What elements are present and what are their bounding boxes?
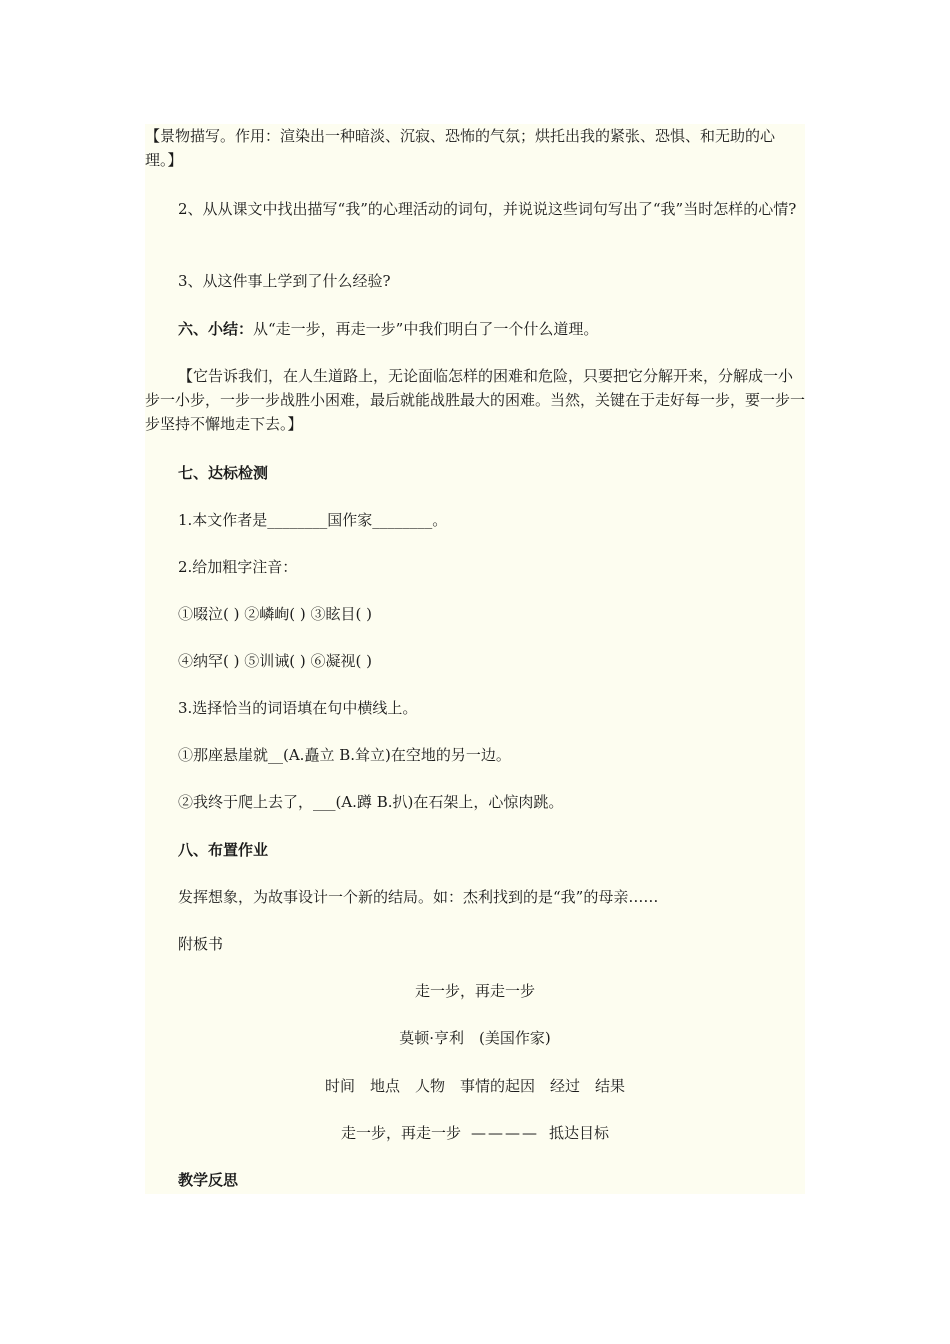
homework-text: 发挥想象，为故事设计一个新的结局。如：杰利找到的是“我”的母亲…… — [178, 888, 659, 906]
test-heading: 七、达标检测 — [178, 464, 269, 482]
board-elements: 时间 地点 人物 事情的起因 经过 结果 — [324, 1077, 625, 1095]
summary-paragraph — [145, 317, 805, 341]
question-2: 2、从从课文中找出描写“我”的心理活动的词句，并说说这些词句写出了“我”当时怎样的心情? — [178, 200, 797, 218]
summary-heading: 六、小结： — [178, 320, 254, 338]
test-item-1: 1.本文作者是________国作家________。 — [178, 511, 448, 529]
board-path-arrow: ———— — [471, 1124, 539, 1142]
board-title: 走一步，再走一步 — [414, 982, 535, 1000]
reflection-heading: 教学反思 — [178, 1171, 239, 1189]
test-item-2-line-2: ④纳罕( ) ⑤训诫( ) ⑥凝视( ) — [178, 652, 372, 670]
test-item-3-line-2: ②我终于爬上去了，___(A.蹲 B.扒)在石架上，心惊肉跳。 — [178, 793, 564, 811]
board-label: 附板书 — [178, 935, 224, 953]
board-path-end: 抵达目标 — [549, 1124, 610, 1142]
test-item-3-line-1: ①那座悬崖就__(A.矗立 B.耸立)在空地的另一边。 — [178, 746, 511, 764]
summary-text: 从“走一步，再走一步”中我们明白了一个什么道理。 — [253, 320, 599, 338]
board-author: 莫顿·亨利 (美国作家) — [399, 1029, 551, 1047]
summary-answer: 【它告诉我们，在人生道路上，无论面临怎样的困难和危险，只要把它分解开来，分解成一小步一小步，一步一步战胜小困难，最后就能战胜最大的困难。当然，关键在于走好每一步，要一步一步坚持不懈地走下去。】 — [145, 367, 806, 433]
homework-heading: 八、布置作业 — [178, 841, 269, 859]
question-3: 3、从这件事上学到了什么经验? — [178, 272, 391, 290]
document-page — [145, 124, 805, 1194]
scenery-note: 【景物描写。作用：渲染出一种暗淡、沉寂、恐怖的气氛；烘托出我的紧张、恐惧、和无助的心理。】 — [145, 127, 776, 169]
test-item-2: 2.给加粗字注音： — [178, 558, 298, 576]
board-path-start: 走一步，再走一步 — [340, 1124, 461, 1142]
board-path — [145, 1121, 805, 1145]
test-item-2-line-1: ①啜泣( ) ②嶙峋( ) ③眩目( ) — [178, 605, 372, 623]
test-item-3: 3.选择恰当的词语填在句中横线上。 — [178, 699, 418, 717]
